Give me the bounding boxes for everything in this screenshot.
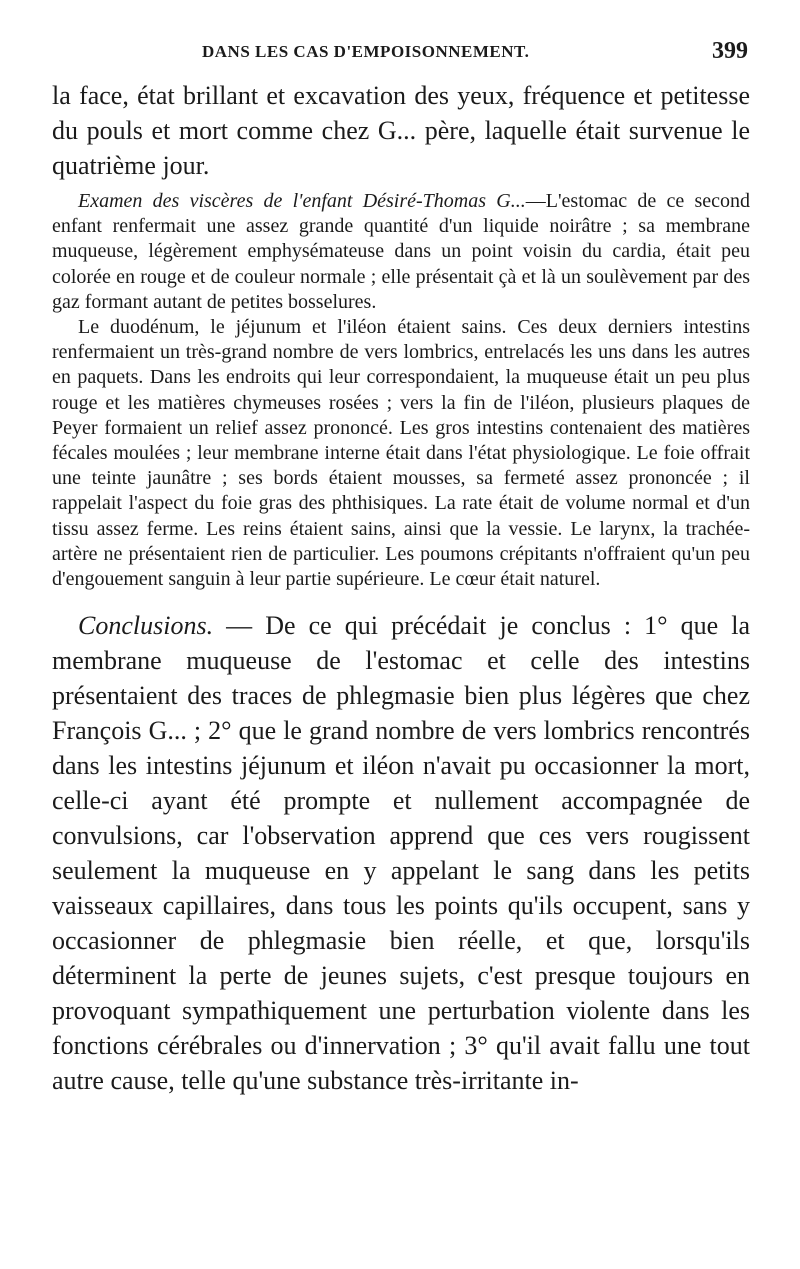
page-number: 399 [712,38,748,64]
paragraph-conclusions-text: — De ce qui précédait je conclus : 1° que la membrane muqueuse de l'estomac et celle des intestins présentaient des traces de phlegmasie bien plus légères que chez François G... ; 2° que le grand nombre de vers lombrics rencontrés dans les intestins jéjunum et iléon n'avait pu occasionner la mort, celle-ci ayant été prompte et nullement accompagnée de convulsions, car l'observation apprend que ces vers rougissent seulement la muqueuse en y appelant le sang dans les petits vaisseaux capillaires, dans tous les points qu'ils occupent, sans y occasionner de phlegmasie bien réelle, et que, lorsqu'ils déterminent la perte de jeunes sujets, c'est presque toujours en provoquant sympathiquement une perturbation violente dans les fonctions cérébrales ou d'innervation ; 3° qu'il avait fallu une tout autre cause, telle qu'une substance très-irritante in- [52,611,750,1096]
running-head [52,40,750,78]
paragraph-examen-text: —L'estomac de ce second enfant renfermait une assez grande quantité d'un liquide noirâtre ; sa membrane muqueuse, légèrement emphysémateuse dans un point voisin du cardia, était peu colorée en rouge et de couleur normale ; elle présentait çà et là un soulèvement par des gaz formant autant de petites bosselures. [52,190,750,313]
paragraph-examen-visceres [52,189,750,315]
paragraph-intestins: Le duodénum, le jéjunum et l'iléon étaient sains. Ces deux derniers intestins renfermaient un très-grand nombre de vers lombrics, entrelacés les uns dans les autres en paquets. Dans les endroits qui leur correspondaient, la muqueuse était un peu plus rouge et les matières chymeuses rosées ; vers la fin de l'iléon, plusieurs plaques de Peyer formaient un relief assez prononcé. Les gros intestins contenaient des matières fécales moulées ; leur membrane interne était dans l'état physiologique. Le foie offrait une teinte jaunâtre ; ses bords étaient mousses, sa fermeté assez prononcée ; il rappelait l'aspect du foie gras des phthisiques. La rate était de volume normal et d'un tissu assez ferme. Les reins étaient sains, ainsi que la vessie. Le larynx, la trachée-artère ne présentaient rien de particulier. Les poumons crépitants n'offraient qu'un peu d'engouement sanguin à leur partie supérieure. Le cœur était naturel. [52,316,750,591]
paragraph-conclusions [52,608,750,1098]
section-heading-examen: Examen des viscères de l'enfant Désiré-Thomas G... [78,190,526,212]
section-heading-conclusions: Conclusions. [78,611,214,641]
paragraph-continuation: la face, état brillant et excavation des yeux, fréquence et petitesse du pouls et mort comme chez G... père, laquelle était survenue le quatrième jour. [52,81,750,180]
running-title: DANS LES CAS D'EMPOISONNEMENT. [202,42,530,61]
